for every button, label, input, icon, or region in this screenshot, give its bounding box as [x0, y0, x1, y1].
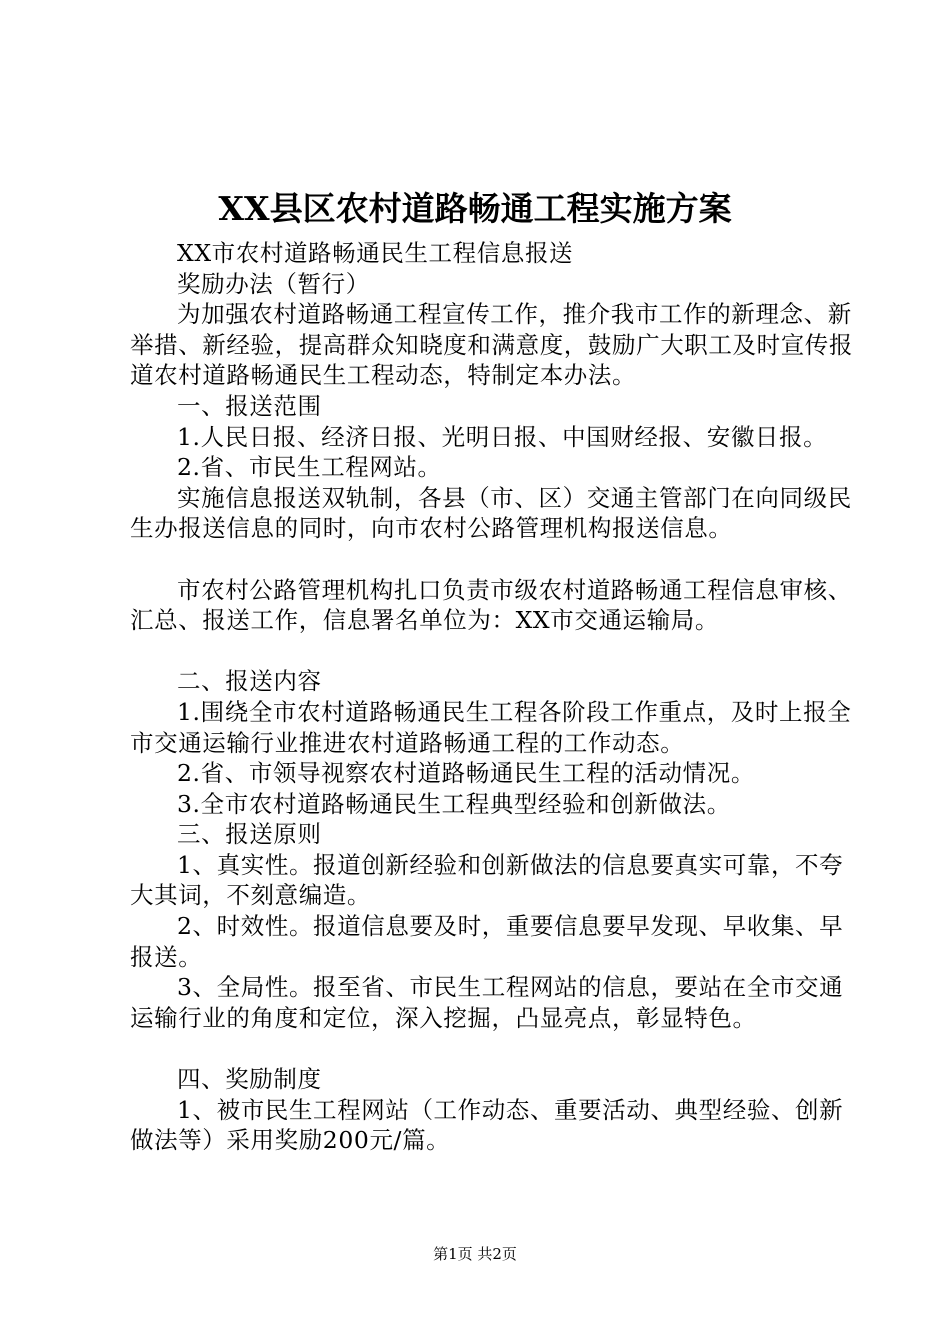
paragraph-principle-1: 1、真实性。报道创新经验和创新做法的信息要真实可靠，不夸大其词，不刻意编造。: [130, 850, 844, 910]
paragraph-heading-line-1: XX市农村道路畅通民生工程信息报送: [177, 239, 574, 267]
paragraph-scope-1: 1.人民日报、经济日报、光明日报、中国财经报、安徽日报。: [177, 422, 828, 451]
paragraph-content-1: 1.围绕全市农村道路畅通民生工程各阶段工作重点，及时上报全市交通运输行业推进农村道路畅通工程的工作动态。: [130, 697, 852, 757]
section-heading-rewards: 四、奖励制度: [177, 1065, 322, 1094]
page-footer: 第1页 共2页: [433, 1245, 517, 1263]
paragraph-scope-2: 2.省、市民生工程网站。: [177, 453, 442, 482]
document-title: XX县区农村道路畅通工程实施方案: [218, 189, 732, 228]
paragraph-content-2: 2.省、市领导视察农村道路畅通民生工程的活动情况。: [177, 759, 755, 788]
paragraph-dual-track: 实施信息报送双轨制，各县（市、区）交通主管部门在向同级民生办报送信息的同时，向市农村公路管理机构报送信息。: [130, 483, 852, 543]
paragraph-principle-2: 2、时效性。报道信息要及时，重要信息要早发现、早收集、早报送。: [130, 912, 844, 971]
paragraph-content-3: 3.全市农村道路畅通民生工程典型经验和创新做法。: [177, 789, 731, 818]
paragraph-intro: 为加强农村道路畅通工程宣传工作，推介我市工作的新理念、新举措、新经验，提高群众知晓度和满意度，鼓励广大职工及时宣传报道农村道路畅通民生工程动态，特制定本办法。: [130, 300, 853, 390]
paragraph-reward-1: 1、被市民生工程网站（工作动态、重要活动、典型经验、创新做法等）采用奖励200元/篇。: [130, 1095, 844, 1155]
section-heading-scope: 一、报送范围: [177, 391, 322, 420]
paragraph-responsibility: 市农村公路管理机构扎口负责市级农村道路畅通工程信息审核、汇总、报送工作，信息署名单位为：XX市交通运输局。: [130, 575, 852, 635]
section-heading-content: 二、报送内容: [177, 667, 322, 696]
paragraph-heading-line-2: 奖励办法（暂行）: [177, 269, 370, 298]
document-body: [130, 238, 860, 1156]
section-heading-principles: 三、报送原则: [177, 820, 322, 849]
paragraph-principle-3: 3、全局性。报至省、市民生工程网站的信息，要站在全市交通运输行业的角度和定位，深入挖掘，凸显亮点，彰显特色。: [130, 973, 844, 1032]
